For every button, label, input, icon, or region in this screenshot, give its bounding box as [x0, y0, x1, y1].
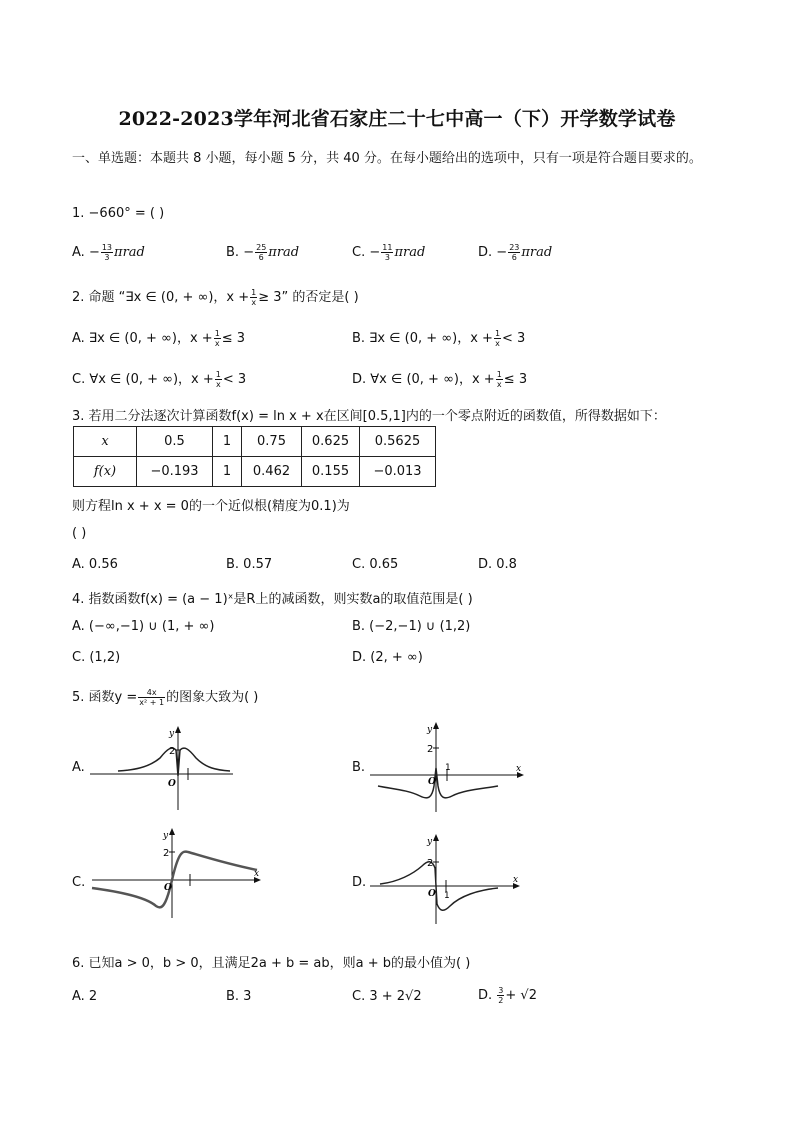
- curve: [378, 768, 498, 798]
- table-cell: −0.193: [137, 457, 213, 487]
- q4-option-a: A. (−∞,−1) ∪ (1, + ∞): [72, 619, 215, 634]
- axis-y-label: y: [163, 831, 169, 841]
- axis-two-label: 2: [427, 744, 434, 755]
- question-3-line2: 则方程ln x + x = 0的一个近似根(精度为0.1)为: [72, 499, 350, 514]
- axis-origin-label: O: [168, 779, 176, 789]
- q3-option-a: A. 0.56: [72, 557, 118, 572]
- axis-x-label: x: [254, 869, 260, 879]
- table-cell: 0.462: [242, 457, 302, 487]
- graph-option-d: [368, 832, 528, 924]
- q5-option-c-label: C.: [72, 875, 86, 890]
- axis-two-label: 2: [169, 746, 176, 757]
- q4-option-b: B. (−2,−1) ∪ (1,2): [352, 619, 471, 634]
- page-title: 2022-2023学年河北省石家庄二十七中高一（下）开学数学试卷: [118, 108, 676, 130]
- table-cell: x: [74, 427, 137, 457]
- q5-option-b-label: B.: [352, 760, 366, 775]
- q6-option-a: A. 2: [72, 989, 98, 1004]
- axis-y-label: y: [427, 837, 433, 847]
- axis-y-label: y: [169, 729, 175, 739]
- q4-option-c: C. (1,2): [72, 650, 121, 665]
- q1-option-d: D. − $\frac{23}{6}$ πrad: [478, 243, 553, 262]
- axis-origin-label: O: [164, 883, 172, 893]
- q1-option-c: C. − $\frac{11}{3}$ πrad: [352, 243, 426, 262]
- axis-two-label: 2: [427, 858, 434, 869]
- q1-option-b: B. − $\frac{25}{6}$ πrad: [226, 243, 300, 262]
- curve: [92, 852, 260, 908]
- table-cell: f(x): [74, 457, 137, 487]
- graph-option-c: [92, 826, 264, 918]
- table-row: [74, 427, 436, 457]
- table-cell: 0.5: [137, 427, 213, 457]
- axis-x-label: x: [513, 875, 519, 885]
- y-axis-arrow: [175, 726, 181, 733]
- q2-option-c: C. ∀x ∈ (0, + ∞)，x + $\frac{1}{x}$ < 3: [72, 370, 247, 389]
- q3-option-d: D. 0.8: [478, 557, 517, 572]
- q3-option-c: C. 0.65: [352, 557, 399, 572]
- axis-one-label: 1: [444, 891, 450, 901]
- y-axis-arrow: [433, 834, 439, 841]
- question-1-stem: 1. −660° = ( ): [72, 206, 165, 221]
- table-cell: 0.155: [302, 457, 360, 487]
- y-axis-arrow: [169, 828, 175, 835]
- q5-option-a-label: A.: [72, 760, 85, 775]
- graph-option-b: [368, 720, 528, 812]
- question-2-stem: 2. 命题 “∃x ∈ (0, + ∞)，x + $\frac{1}{x}$ ≥ 3” 的否定是( ): [72, 288, 359, 307]
- q6-option-c: C. 3 + 2√2: [352, 989, 422, 1004]
- axis-y-label: y: [427, 725, 433, 735]
- q3-option-b: B. 0.57: [226, 557, 273, 572]
- table-cell: −0.013: [360, 457, 436, 487]
- q2-option-b: B. ∃x ∈ (0, + ∞)，x + $\frac{1}{x}$ < 3: [352, 329, 526, 348]
- question-3-stem: 3. 若用二分法逐次计算函数f(x) = ln x + x在区间[0.5,1]内的一个零点附近的函数值，所得数据如下：: [72, 409, 666, 424]
- question-3-paren: ( ): [72, 526, 87, 541]
- q2-option-a: A. ∃x ∈ (0, + ∞)，x + $\frac{1}{x}$ ≤ 3: [72, 329, 246, 348]
- axis-one-label: 1: [445, 763, 451, 773]
- value-table: [73, 426, 436, 487]
- q2-option-d: D. ∀x ∈ (0, + ∞)，x + $\frac{1}{x}$ ≤ 3: [352, 370, 528, 389]
- q6-option-d: D. $\frac{3}{2}$ + √2: [478, 986, 537, 1005]
- table-cell: 0.625: [302, 427, 360, 457]
- table-cell: 0.75: [242, 427, 302, 457]
- question-6-stem: 6. 已知a > 0，b > 0，且满足2a + b = ab，则a + b的最小值为( ): [72, 956, 471, 971]
- q5-option-d-label: D.: [352, 875, 367, 890]
- table-cell: 1: [213, 427, 242, 457]
- q6-option-b: B. 3: [226, 989, 252, 1004]
- section-heading: 一、单选题：本题共 8 小题，每小题 5 分，共 40 分。在每小题给出的选项中，只有一项是符合题目要求的。: [72, 151, 702, 166]
- question-5-stem: 5. 函数y = $\frac{4x}{\text{x² + 1}}$ 的图象大致为( ): [72, 688, 259, 707]
- graph-option-a: [88, 724, 238, 812]
- question-4-stem: 4. 指数函数f(x) = (a − 1)ˣ是R上的减函数，则实数a的取值范围是( ): [72, 592, 473, 607]
- axis-origin-label: O: [428, 777, 436, 787]
- axis-x-label: x: [516, 764, 522, 774]
- table-cell: 1: [213, 457, 242, 487]
- q1-option-a: A. − $\frac{13}{3}$ πrad: [72, 243, 145, 262]
- table-cell: 0.5625: [360, 427, 436, 457]
- y-axis-arrow: [433, 722, 439, 729]
- q4-option-d: D. (2, + ∞): [352, 650, 423, 665]
- table-row: [74, 457, 436, 487]
- axis-origin-label: O: [428, 889, 436, 899]
- axis-two-label: 2: [163, 848, 170, 859]
